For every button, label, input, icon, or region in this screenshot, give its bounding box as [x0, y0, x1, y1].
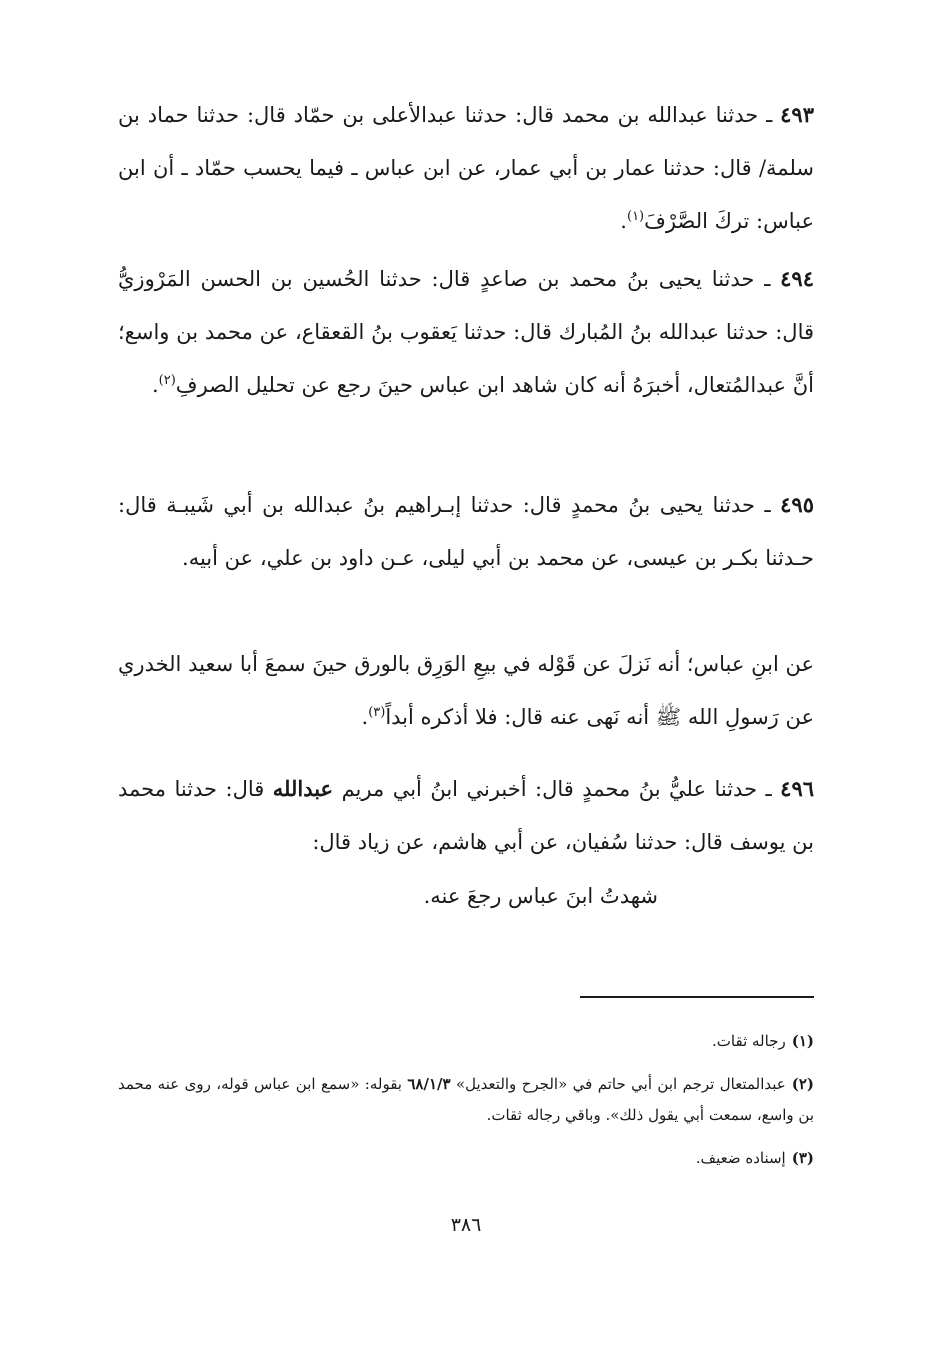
hadith-text: شهدتُ ابنَ عباس رجعَ عنه. [423, 884, 658, 908]
hadith-text-end: قال: حدثنا محمد بن يوسف قال: حدثنا سُفيان، عن أبي هاشم، عن زياد قال: [118, 777, 814, 854]
hadith-494 [118, 252, 814, 412]
footnote-text: عبدالمتعال ترجم ابن أبي حاتم في «الجرح والتعديل» [450, 1075, 786, 1093]
hadith-bold-name: عبدالله [272, 776, 334, 801]
footnote-1 [118, 1026, 814, 1057]
hadith-text: ـ حدثنا يحيى بنُ محمد بن صاعدٍ قال: حدثنا الحُسين بن الحسن المَرْوزيُّ قال: حدثنا عبدالله بنُ المُبارك قال: حدثنا يَعقوب بنُ القعقاع، عن محمد بن واسع؛ أنَّ عبدالمُتعال، أخبرَهُ أنه كان شاهد ابن عباس حينَ رجع عن تحليل الصرفِ [118, 267, 815, 397]
footnote-reference: (٣) [368, 705, 386, 720]
footnote-reference: (٢) [158, 373, 176, 388]
hadith-text: ـ حدثنا عبدالله بن محمد قال: حدثنا عبدالأعلى بن حمّاد قال: حدثنا حماد بن سلمة/ قال: حدثنا عمار بن أبي عمار، عن ابن عباس ـ فيما يحسب حمّاد ـ أن ابن عباس: تركَ الصَّرْفَ [118, 103, 814, 233]
footnote-3 [118, 1143, 814, 1174]
hadith-number: ٤٩٤ [780, 266, 814, 291]
hadith-text-end: . [151, 373, 159, 397]
hadith-text: عن ابنِ عباس؛ أنه نَزلَ عن قَوْله في بيعِ الوَرِق بالورق حينَ سمعَ أبا سعيد الخدري عن رَسولِ الله ﷺ أنه نَهى عنه قال: فلا أذكره أبداً [118, 652, 814, 729]
footnote-text: رجاله ثقات. [712, 1032, 786, 1050]
hadith-495 [118, 478, 814, 585]
hadith-text: ـ حدثنا عليُّ بنُ محمدٍ قال: أخبرني ابنُ أبي مريم [333, 777, 781, 801]
footnote-2 [118, 1069, 814, 1131]
footnote-mark: (٣) [791, 1149, 814, 1167]
footnote-text-end: بقوله: «سمع ابن عباس قوله، روى عنه محمد بن واسع، سمعت أبي يقول ذلك». وباقي رجاله ثقات. [118, 1075, 814, 1124]
hadith-496-continuation [118, 870, 814, 923]
hadith-number: ٤٩٥ [780, 492, 814, 517]
hadith-493 [118, 88, 814, 248]
footnote-mark: (٢) [791, 1075, 814, 1093]
footnote-text: إسناده ضعيف. [695, 1149, 786, 1167]
footnote-divider [580, 996, 814, 998]
hadith-text: ـ حدثنا يحيى بنُ محمدٍ قال: حدثنا إبـراهيم بنُ عبدالله بن أبي شَيبـة قال: حـدثنا بكـر بن عيسى، عن محمد بن أبي ليلى، عـن داود بن علي، عن أبيه. [118, 493, 814, 570]
page-number: ٣٨٦ [450, 1214, 482, 1236]
hadith-text-end: . [361, 705, 369, 729]
hadith-number: ٤٩٦ [780, 776, 815, 801]
footnotes [118, 1026, 814, 1186]
footnote-mark: (١) [791, 1032, 814, 1050]
hadith-495-continuation [118, 638, 814, 744]
hadith-text-end: . [620, 209, 627, 233]
footnote-citation: ٦٨/١/٣ [407, 1075, 451, 1093]
footnote-reference: (١) [626, 209, 645, 224]
hadith-496 [118, 762, 814, 869]
hadith-number: ٤٩٣ [780, 102, 814, 127]
